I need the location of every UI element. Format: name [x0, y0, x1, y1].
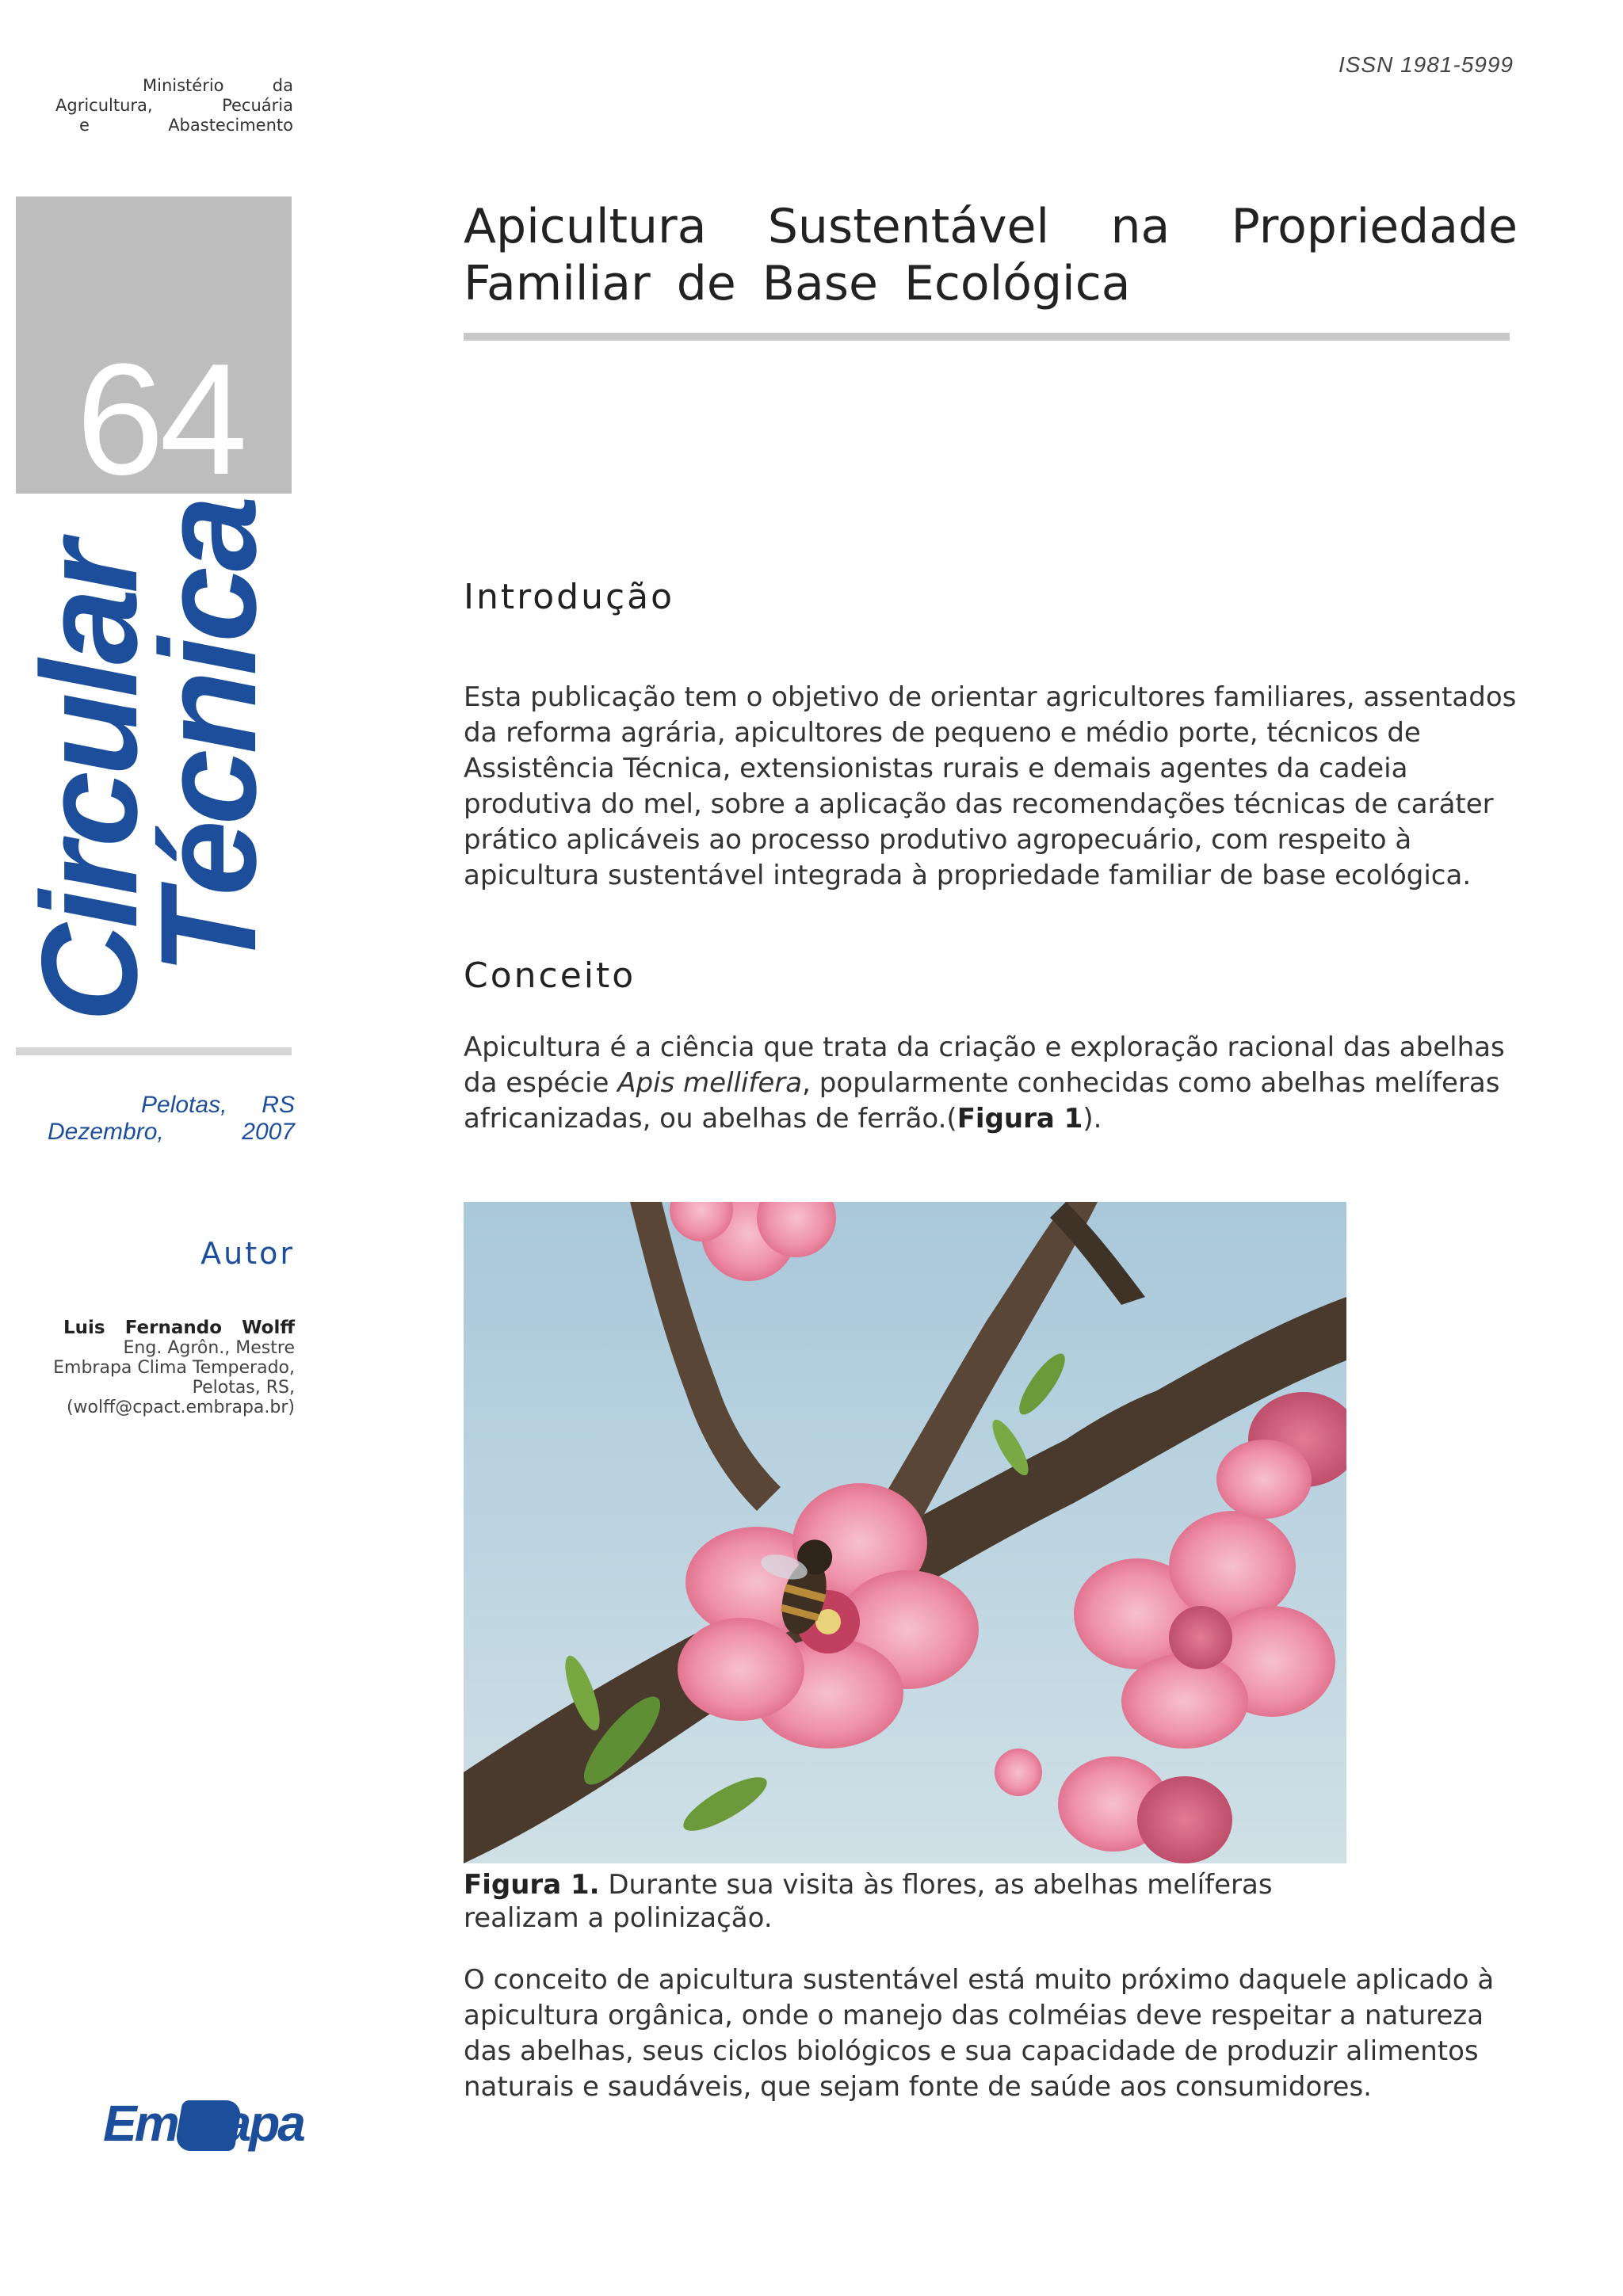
- title-line2: Familiar de Base Ecológica: [464, 256, 1131, 311]
- ministry-line: Agricultura, Pecuária: [55, 96, 293, 115]
- page-title: [464, 198, 1518, 312]
- author-heading: Autor: [200, 1236, 295, 1271]
- concept-paragraph: [464, 1030, 1522, 1137]
- sidebar-divider: [16, 1047, 292, 1055]
- author-line: Eng. Agrôn., Mestre: [123, 1338, 295, 1358]
- ministry-line: e Abastecimento: [79, 116, 293, 135]
- figure-reference: Figura 1: [957, 1103, 1083, 1135]
- series-title-line2: Técnica: [132, 500, 285, 974]
- author-line: Embrapa Clima Temperado,: [53, 1358, 295, 1378]
- title-line1: Apicultura Sustentável na Propriedade: [464, 199, 1518, 254]
- series-title-line1: Circular: [13, 544, 166, 1022]
- title-divider: [464, 333, 1510, 341]
- logo-text: Embrapa: [103, 2095, 304, 2152]
- concept-text: Apicultura é a ciência que trata da criação e exploração racional das abelhas da espécie: [464, 1032, 1505, 1099]
- final-paragraph: O conceito de apicultura sustentável está muito próximo daquele aplicado à apicultura orgânica, onde o manejo das colméias deve respeitar a natureza das abelhas, seus ciclos biológicos e sua capacidade de produzir alimentos naturais e saudáveis, que sejam fonte de saúde aos consumidores.: [464, 1964, 1495, 2103]
- author-email: (wolff@cpact.embrapa.br): [66, 1398, 295, 1417]
- issn: ISSN 1981-5999: [1338, 52, 1514, 77]
- place: Pelotas, RS: [141, 1092, 295, 1118]
- series-title: [13, 483, 307, 1022]
- ministry-name: [55, 76, 293, 135]
- concept-text: ).: [1083, 1103, 1102, 1135]
- species-name: Apis mellifera: [617, 1067, 803, 1099]
- caption-text: Durante sua visita às flores, as abelhas melíferas realizam a polinização.: [464, 1869, 1273, 1934]
- ministry-line: Ministério da: [143, 76, 293, 95]
- embrapa-logo: [103, 2088, 304, 2159]
- concept-heading: Conceito: [464, 955, 636, 996]
- bee-blossom-photo: [464, 1202, 1346, 1863]
- figure-label: Figura 1.: [464, 1869, 600, 1901]
- intro-paragraph: Esta publicação tem o objetivo de orientar agricultores familiares, assentados da reforma agrária, apicultores de pequeno e médio porte, técnicos de Assistência Técnica, extensionistas rurais e demais agentes da cadeia produtiva do mel, sobre a aplicação das recomendações técnicas de caráter prático aplicáveis ao processo produtivo agropecuário, com respeito à apicultura sustentável integrada à propriedade familiar de base ecológica.: [464, 681, 1517, 891]
- issue-number: 64: [76, 331, 243, 508]
- date: Dezembro, 2007: [48, 1119, 295, 1145]
- author-line: Pelotas, RS,: [192, 1378, 295, 1398]
- place-date: [48, 1092, 295, 1146]
- author-info: [24, 1318, 295, 1417]
- intro-heading: Introdução: [464, 577, 675, 617]
- concept-text: , popularmente conhecidas como abelhas melíferas africanizadas, ou abelhas de ferrão.(: [464, 1067, 1500, 1135]
- figure-caption: [464, 1868, 1375, 1935]
- author-name: Luis Fernando Wolff: [63, 1318, 295, 1338]
